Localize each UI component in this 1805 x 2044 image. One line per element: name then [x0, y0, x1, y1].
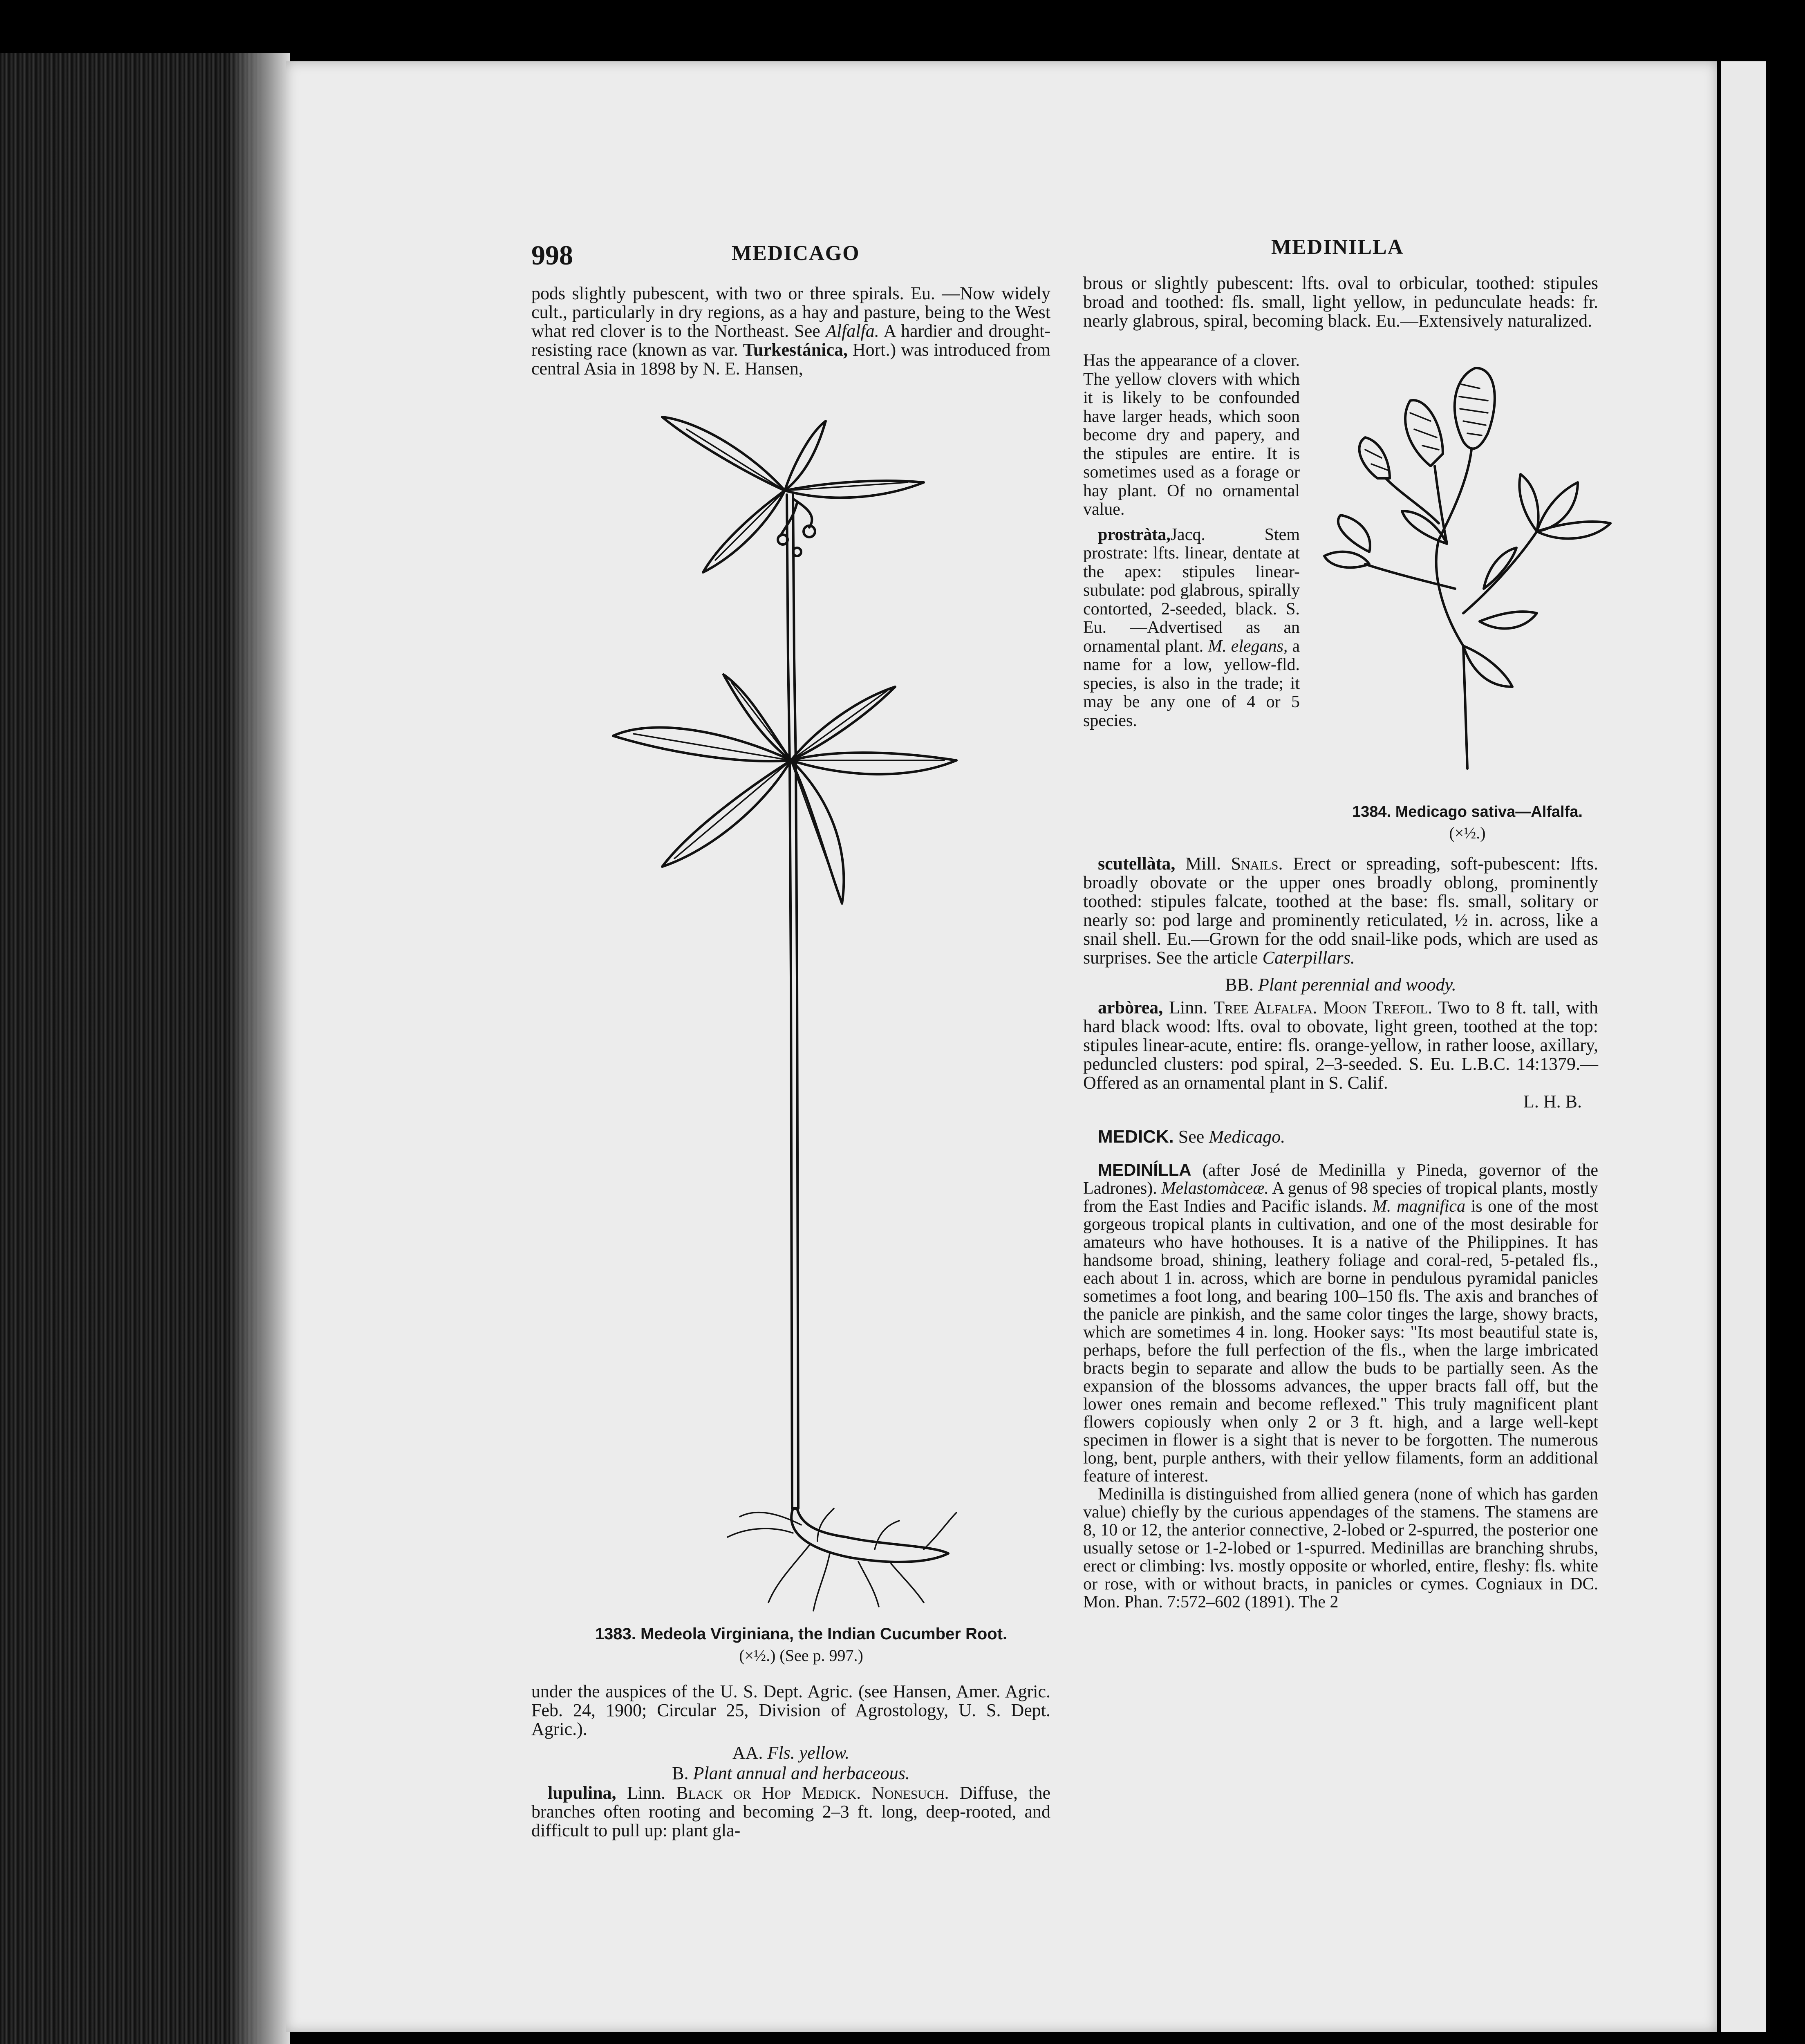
key-aa: AA. Fls. yellow. [732, 1743, 850, 1763]
medinilla-entry: MEDINÍLLA (after José de Medinilla y Pineda, governor of the Ladrones). Melastomàceæ. A genus of 98 species of tropical plants, mostly from the East Indies and Pacific islands. M. magnifica is one of the most gorgeous tropical plants in cultivation, and one of the most desirable for amateurs who have hothouses. It is a native of the Philippines. It has handsome broad, shining, leathery foliage and coral-red, 5-petaled fls., each about 1 in. across, which are borne in pendulous pyramidal panicles sometimes a foot long, and bearing 100–150 fls. The axis and branches of the panicle are pinkish, and the same color tinges the large, showy bracts, which are sometimes 4 in. long. Hooker says: "Its most beautiful state is, perhaps, before the full perfection of the fls., when the large imbricated bracts begin to separate and allow the buds to be partially seen. As the expansion of the blossoms advances, the upper bracts fall off, but the lower ones remain and become reflexed." This truly magnificent plant flowers copiously when only 2 or 3 ft. high, and a large well-kept specimen in flower is a sight that is never to be forgotten. The numerous long, bent, purple anthers, with their yellow filaments, form an additional feature of interest. [1083, 1160, 1599, 1486]
running-head-left: MEDICAGO [732, 242, 860, 265]
gutter-shadow [229, 53, 290, 2044]
figure-1383-caption [548, 1625, 1055, 1665]
alfalfa-illustration [1308, 360, 1627, 789]
scutellata-entry: scutellàta, Mill. Snails. Erect or spreading, soft-pubescent: lfts. broadly obovate or the upper ones broadly oblong, prominently toothed: stipules falcate, toothed at the base: fls. small, solitary or nearly so: pod large and prominently reticulated, ½ in. across, like a snail shell. Eu.—Grown for the odd snail-like pods, which are used as surprises. See the article Caterpillars. [1083, 854, 1599, 968]
arborea-entry: arbòrea, Linn. Tree Alfalfa. Moon Trefoil. Two to 8 ft. tall, with hard black wood: lfts. oval to obovate, light green, toothed at the top: stipules linear-acute, entire: fls. orange-yellow, in rather loose, axillary, peduncled clusters: pod spiral, 2–3-seeded. S. Eu. L.B.C. 14:1379.—Offered as an ornamental plant in S. Calif. [1083, 997, 1598, 1093]
facing-page-edge [1721, 61, 1766, 2032]
figure-1384-title: 1384. Medicago sativa—Alfalfa. [1352, 803, 1583, 820]
right-bottom-text [1083, 854, 1598, 1611]
signature-lhb: L. H. B. [1523, 1091, 1582, 1112]
hansen-continuation: under the auspices of the U. S. Dept. Agric. (see Hansen, Amer. Agric. Feb. 24, 1900; Circular 25, Division of Agrostology, U. S. Dept. Agric.). [531, 1681, 1050, 1739]
lupulina-entry: lupulina, Linn. Black or Hop Medick. Nonesuch. Diffuse, the branches often rooting and becoming 2–3 ft. long, deep-rooted, and difficult to pull up: plant gla- [531, 1783, 1050, 1840]
figure-1383-title: 1383. Medeola Virginiana, the Indian Cucumber Root. [595, 1625, 1008, 1643]
right-narrow-text [1083, 352, 1300, 730]
medick-entry: MEDICK. See Medicago. [1098, 1127, 1285, 1147]
medeola-illustration [564, 405, 1022, 1615]
left-bottom-text [531, 1682, 1050, 1840]
running-head-right: MEDINILLA [1271, 235, 1404, 259]
figure-1384-scale: (×½.) [1449, 824, 1486, 842]
prostrata-entry: prostràta,Jacq. Stem prostrate: lfts. linear, dentate at the apex: stipules linear-subulate: pod glabrous, spirally contorted, 2-seeded, black. S. Eu. —Advertised as an ornamental plant. M. elegans, a name for a low, yellow-fld. species, is also in the trade; it may be any one of 4 or 5 species. [1083, 525, 1300, 730]
page-number: 998 [531, 240, 573, 271]
lupulina-note: Has the appearance of a clover. The yellow clovers with which it is likely to be confounded have larger heads, which soon become dry and papery, and the stipules are entire. It is sometimes used as a forage or hay plant. Of no ornamental value. [1083, 351, 1300, 519]
figure-1384-caption [1308, 803, 1627, 843]
right-top-paragraph: brous or slightly pubescent: lfts. oval to orbicular, toothed: stipules broad and toothed: fls. small, light yellow, in pedunculate heads: fr. nearly glabrous, spiral, becoming black. Eu.—Extensively naturalized. [1083, 273, 1598, 331]
key-bb: BB. Plant perennial and woody. [1225, 975, 1456, 995]
medinilla-paragraph-2: Medinilla is distinguished from allied genera (none of which has garden value) chiefly by the curious appendages of the stamens. The stamens are 8, 10 or 12, the anterior connective, 2-lobed or 2-spurred, the posterior one usually setose or 1-2-lobed or 1-spurred. Medinillas are branching shrubs, erect or climbing: lvs. mostly opposite or whorled, entire, fleshy: fls. white or rose, with or without bracts, in panicles or cymes. Cogniaux in DC. Mon. Phan. 7:572–602 (1891). The 2 [1083, 1485, 1598, 1611]
figure-1383-scale: (×½.) (See p. 997.) [739, 1646, 863, 1665]
key-b: B. Plant annual and herbaceous. [672, 1763, 910, 1783]
left-top-paragraph: pods slightly pubescent, with two or three spirals. Eu. —Now widely cult., particularly in dry regions, as a hay and pasture, being to the West what red clover is to the Northeast. See Alfalfa. A hardier and drought-resisting race (known as var. Turkestánica, Hort.) was introduced from central Asia in 1898 by N. E. Hansen, [531, 283, 1050, 379]
